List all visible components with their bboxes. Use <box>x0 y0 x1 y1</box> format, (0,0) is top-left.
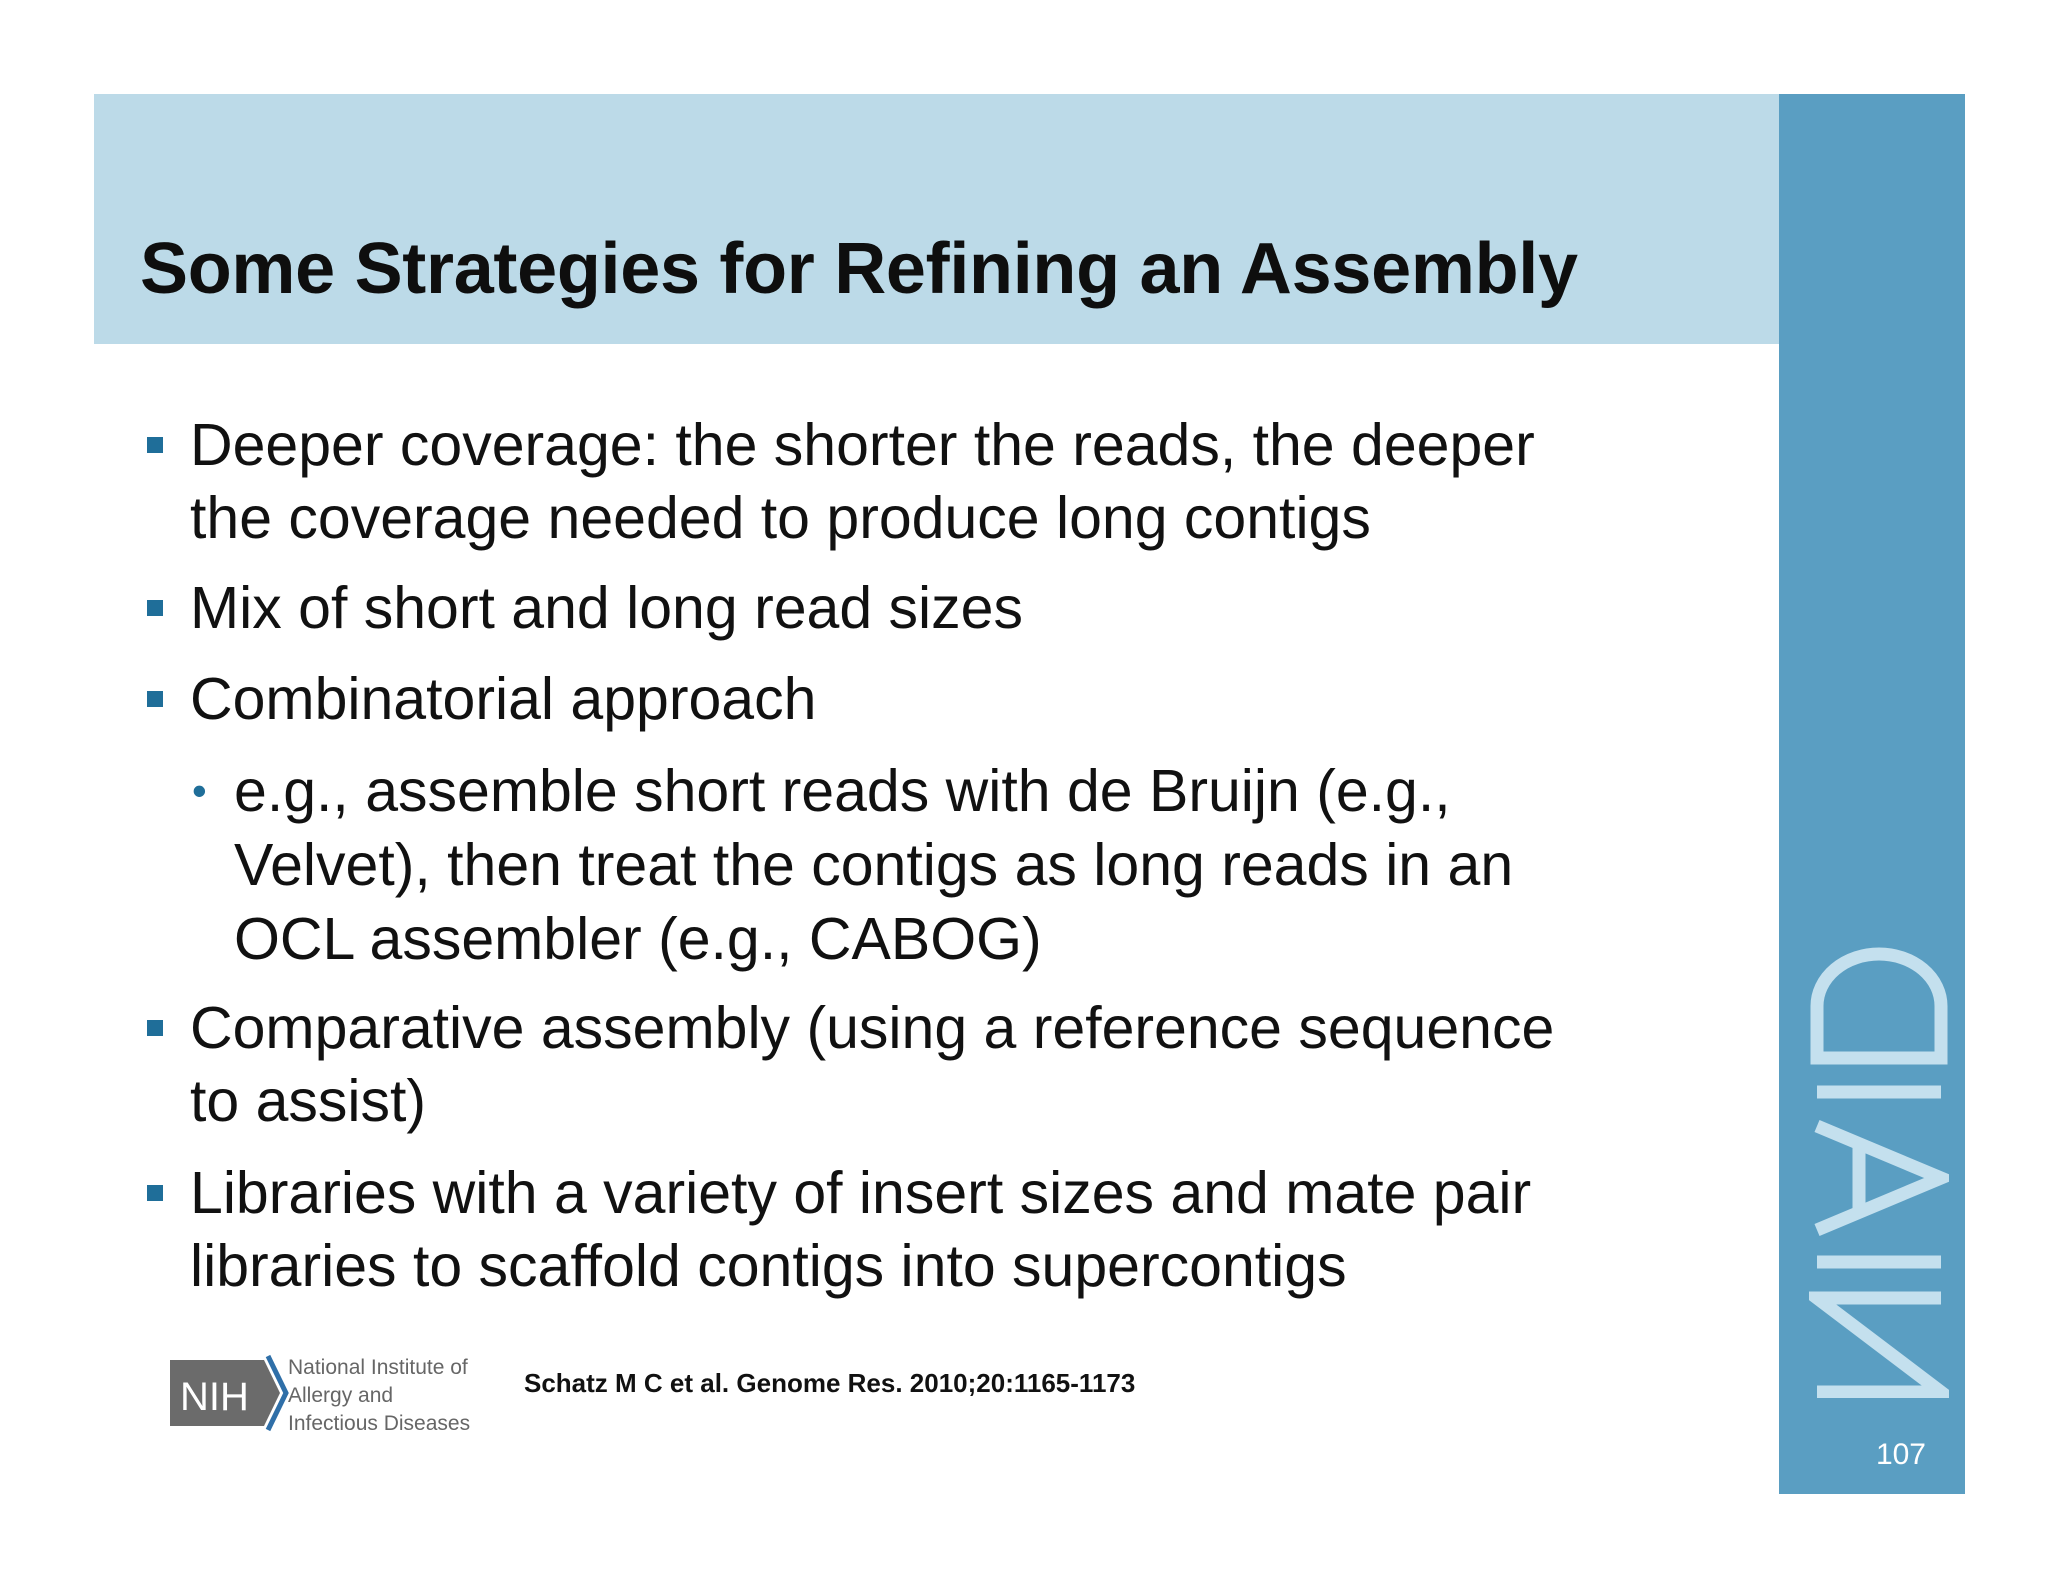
sub-bullet-line: e.g., assemble short reads with de Bruijn (e.g., <box>234 758 1451 824</box>
niaid-wordmark-logo <box>1809 946 1949 1398</box>
bullet-line: Mix of short and long read sizes <box>190 575 1023 641</box>
nih-logo-text <box>288 1354 470 1438</box>
bullet-line: to assist) <box>190 1068 427 1134</box>
bullet-line: Comparative assembly (using a reference sequence <box>190 995 1555 1061</box>
sub-bullet-dot-icon: • <box>192 767 207 814</box>
sub-bullet-line: OCL assembler (e.g., CABOG) <box>234 906 1042 972</box>
bullet-marker-icon <box>147 1020 163 1036</box>
bullet-marker-icon <box>147 600 163 616</box>
niaid-letter-a <box>1817 1126 1941 1230</box>
niaid-letter-d <box>1817 954 1941 1058</box>
bullet-item <box>190 992 1554 1138</box>
bullet-line: Combinatorial approach <box>190 666 817 732</box>
nih-logo-line: Allergy and <box>288 1384 394 1407</box>
bullet-line: libraries to scaffold contigs into supercontigs <box>190 1233 1347 1299</box>
sub-bullet-line: Velvet), then treat the contigs as long reads in an <box>234 832 1514 898</box>
nih-logo-line: Infectious Diseases <box>288 1412 471 1435</box>
bullet-item <box>190 572 1023 645</box>
nih-logo-acronym: NIH <box>180 1375 249 1419</box>
bullet-marker-icon <box>147 437 163 453</box>
page-number: 107 <box>1875 1438 1926 1471</box>
bullet-line: Libraries with a variety of insert sizes and mate pair <box>190 1160 1532 1226</box>
slide-title: Some Strategies for Refining an Assembly <box>140 229 1578 309</box>
citation: Schatz M C et al. Genome Res. 2010;20:1165-1173 <box>524 1368 1136 1398</box>
nih-logo-line: National Institute of <box>288 1356 468 1379</box>
bullet-item <box>190 409 1535 555</box>
bullet-marker-icon <box>147 1185 163 1201</box>
bullet-marker-icon <box>147 691 163 707</box>
sub-bullet-item <box>192 754 1514 976</box>
bullet-item <box>190 663 816 736</box>
bullet-item <box>190 1157 1531 1303</box>
bullet-line: the coverage needed to produce long contigs <box>190 485 1371 551</box>
bullet-line: Deeper coverage: the shorter the reads, the deeper <box>190 412 1535 478</box>
niaid-letter-n <box>1817 1298 1941 1392</box>
